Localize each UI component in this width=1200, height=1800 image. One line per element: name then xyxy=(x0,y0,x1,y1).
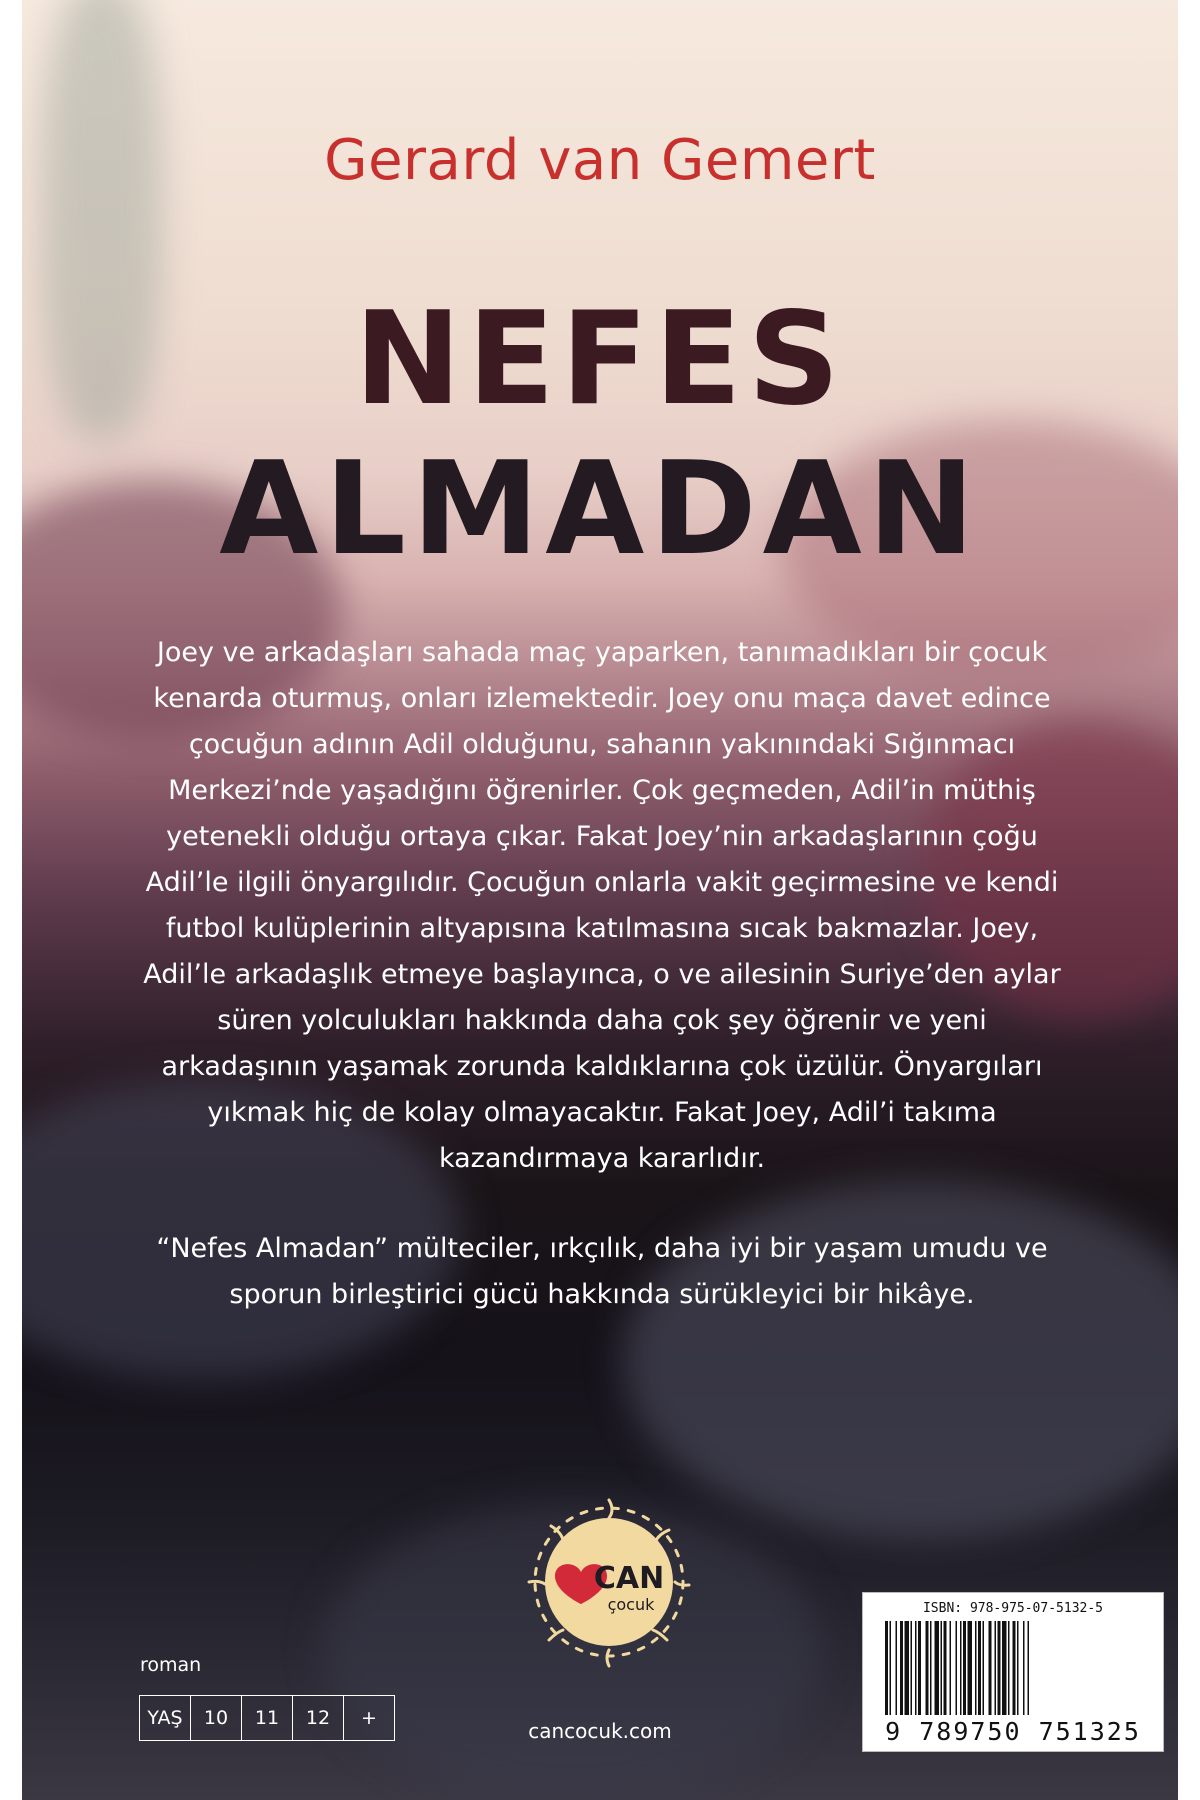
publisher-logo xyxy=(519,1490,699,1670)
barcode-icon xyxy=(885,1621,1141,1715)
synopsis-paragraph: “Nefes Almadan” mülteciler, ırkçılık, daha iyi bir yaşam umudu ve sporun birleştirici gücü hakkında sürükleyici bir hikâye. xyxy=(156,1233,1048,1310)
genre-label: roman xyxy=(140,1654,202,1676)
book-back-cover xyxy=(22,0,1178,1800)
age-cell: 10 xyxy=(191,1696,242,1740)
sun-scribble-icon xyxy=(519,1490,699,1670)
logo-word-can: CAN xyxy=(593,1561,665,1596)
publisher-website: cancocuk.com xyxy=(528,1719,672,1743)
synopsis xyxy=(142,630,1062,1362)
ean-number: 9 789750 751325 xyxy=(885,1717,1141,1746)
age-label: YAŞ xyxy=(140,1696,191,1740)
isbn-barcode xyxy=(862,1592,1164,1752)
age-cell: 12 xyxy=(293,1696,344,1740)
author-name: Gerard van Gemert xyxy=(324,128,876,193)
isbn-text: ISBN: 978-975-07-5132-5 xyxy=(922,1601,1103,1616)
book-title-line-1: NEFES xyxy=(354,285,846,434)
age-cell: + xyxy=(361,1707,377,1729)
age-cell: 11 xyxy=(242,1696,293,1740)
logo-word-cocuk: çocuk xyxy=(607,1595,655,1614)
book-title-line-2: ALMADAN xyxy=(219,435,981,584)
synopsis-paragraph: Joey ve arkadaşları sahada maç yaparken, tanımadıkları bir çocuk kenarda oturmuş, onları izlemektedir. Joey onu maça davet edince çocuğun adının Adil olduğunu, sahanın yakınındaki Sığınmacı Merkezi’nde yaşadığını öğrenirler. Çok geçmeden, Adil’in müthiş yetenekli olduğu ortaya çıkar. Fakat Joey’nin arkadaşlarının çoğu Adil’le ilgili önyargılıdır. Çocuğun onlarla vakit geçirmesine ve kendi futbol kulüplerinin altyapısına katılmasına sıcak bakmazlar. Joey, Adil’le arkadaşlık etmeye başlayınca, o ve ailesinin Suriye’den aylar süren yolculukları hakkında daha çok şey öğrenir ve yeni arkadaşının yaşamak zorunda kaldıklarına çok üzülür. Önyargıları yıkmak hiç de kolay olmayacaktır. Fakat Joey, Adil’i takıma kazandırmaya kararlıdır. xyxy=(143,637,1061,1174)
age-range-box xyxy=(139,1695,395,1741)
